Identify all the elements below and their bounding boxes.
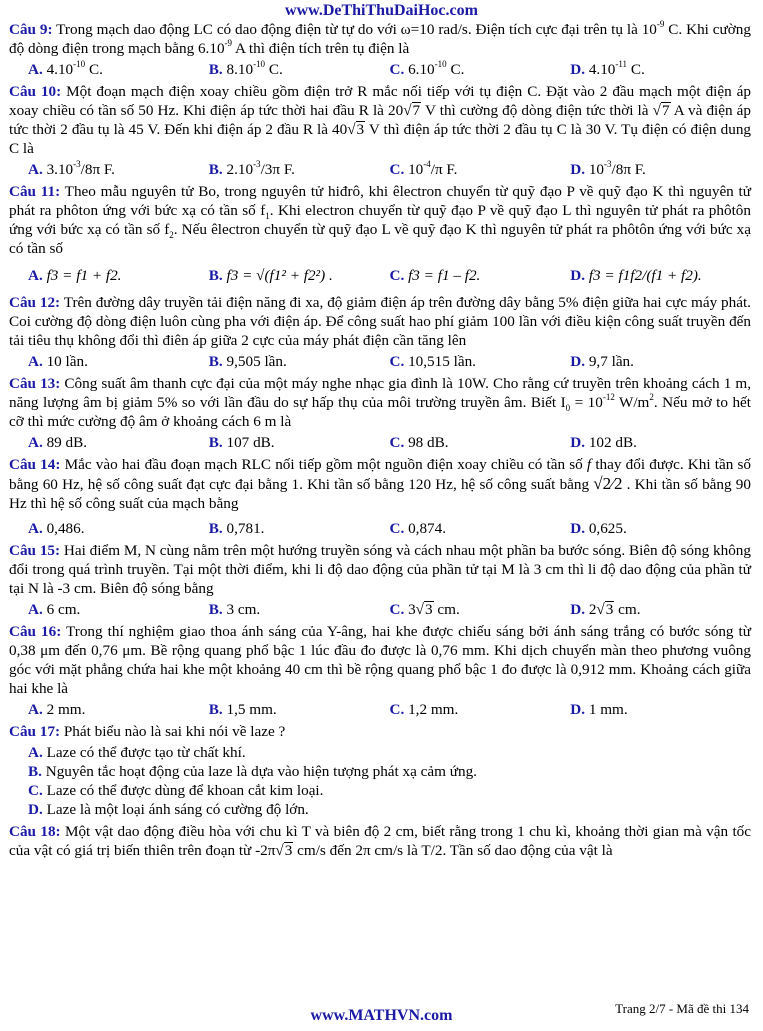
questions — [9, 20, 751, 862]
option-a[interactable]: A. 6 cm. — [28, 601, 81, 618]
option-d[interactable]: D. 9,7 lần. — [570, 353, 634, 370]
sqrt-symbol: √ — [403, 102, 412, 119]
question-number: Câu 14: — [9, 456, 61, 473]
sqrt-two-over-two: √2⁄2 — [593, 474, 623, 493]
option-a[interactable]: A. $3.10^{-3}/8\pi$ F. — [28, 159, 115, 178]
options-16 — [9, 700, 751, 719]
question-number: Câu 17: — [9, 723, 61, 740]
option-b[interactable]: B. 0,781. — [208, 520, 265, 537]
option-d[interactable]: D. $4.10^{-11}$ C. — [570, 59, 645, 78]
option-c[interactable]: C. 1,2 mm. — [389, 701, 459, 718]
sqrt-symbol: √ — [652, 102, 661, 119]
options-17 — [28, 743, 751, 819]
question-number: Câu 10: — [9, 83, 62, 100]
question-15: Câu 15: Hai điểm M, N cùng nằm trên một hướng truyền sóng và cách nhau một phần ba bước sóng. Biên độ sóng không đổi trong quá trình truyền. Tại một thời điểm, khi li độ dao động của phần tử tại M là 3 cm thì li độ dao động của phần tử tại N là -3 cm. Biên độ sóng bằng — [9, 542, 751, 597]
option-d[interactable]: D. Laze là một loại ánh sáng có cường độ lớn. — [28, 801, 309, 818]
option-d[interactable]: D. 1 mm. — [570, 701, 628, 718]
question-number: Câu 16: — [9, 623, 62, 640]
question-number: Câu 11: — [9, 183, 61, 200]
option-c[interactable]: C. $10^{-4}/\pi$ F. — [389, 159, 458, 178]
option-a[interactable]: A. Laze có thể được tạo từ chất khí. — [28, 744, 246, 761]
question-number: Câu 13: — [9, 375, 61, 392]
header-site: www.DeThiThuDaiHoc.com — [285, 2, 478, 19]
question-number: Câu 15: — [9, 542, 61, 559]
question-18: Câu 18: Một vật dao động điều hòa với chu kì T và biên độ 2 cm, biết rằng trong 1 chu kì, khoảng thời gian mà vận tốc của vật có giá trị biến thiên trên đoạn từ -2π√3 cm/s đến 2π cm/s là T/2. Tần số dao động của vật là — [9, 823, 751, 859]
option-a[interactable]: A. f3 = f1 + f2. — [28, 267, 122, 284]
footer-site: www.MATHVN.com — [310, 1007, 453, 1024]
question-13: Câu 13: Công suất âm thanh cực đại của một máy nghe nhạc gia đình là 10W. Cho rằng cứ truyền trên khoảng cách 1 m, năng lượng âm bị giảm 5% so với lần đầu do sự hấp thụ của môi trường truyền âm. Biết $I_0 = 10^{-12}$ $W/m^2$. Nếu mở to hết cỡ thì mức cường độ âm ở khoảng cách 6 m là — [9, 375, 751, 430]
option-c[interactable]: C. 98 dB. — [389, 434, 449, 451]
option-a[interactable]: A. 89 dB. — [28, 434, 88, 451]
option-b[interactable]: B. 9,505 lần. — [208, 353, 287, 370]
option-b[interactable]: B. $2.10^{-3}/3\pi$ F. — [208, 159, 295, 178]
question-10: Câu 10: Một đoạn mạch điện xoay chiều gồm điện trở R mắc nối tiếp với tụ điện C. Đặt vào 2 đầu mạch một điện áp xoay chiều có tần số 50 Hz. Khi điện áp tức thời hai đầu R là 20√7 V thì cường độ dòng điện tức thời là √7 A và điện áp tức thời 2 đầu tụ là 45 V. Đến khi điện áp 2 đầu R là 40√3 V thì điện áp tức thời 2 đầu tụ C là 30 V. Tụ điện có điện dung C là — [9, 83, 752, 157]
sqrt-symbol: √ — [347, 121, 356, 138]
question-number: Câu 9: — [9, 21, 53, 38]
option-a[interactable]: A. 10 lần. — [28, 353, 88, 370]
option-b[interactable]: B. 3 cm. — [208, 601, 261, 618]
option-b[interactable]: B. f3 = √(f1² + f2²) . — [208, 267, 333, 284]
options-14 — [9, 519, 751, 538]
page-number: Trang 2/7 - Mã đề thi 134 — [615, 1001, 749, 1016]
option-b[interactable]: B. 107 dB. — [208, 434, 275, 451]
question-number: Câu 12: — [9, 294, 61, 311]
option-a[interactable]: A. 2 mm. — [28, 701, 86, 718]
question-12: Câu 12: Trên đường dây truyền tải điện năng đi xa, độ giảm điện áp trên đường dây bằng 5% điện giữa hai cực máy phát. Coi cường độ dòng điện luôn cùng pha với điện áp. Để công suất hao phí giảm 100 lần với điều kiện công suất truyền đến tải tiêu thụ không đổi thì điên áp giữa 2 cực của máy phát điện cần tăng lên — [9, 294, 751, 349]
option-c[interactable]: C. $6.10^{-10}$ C. — [389, 59, 465, 78]
option-b[interactable]: B. $8.10^{-10}$ C. — [208, 59, 283, 78]
option-d[interactable]: D. 102 dB. — [570, 434, 637, 451]
options-15 — [9, 600, 751, 619]
question-11: Câu 11: Theo mẫu nguyên tử Bo, trong nguyên tử hiđrô, khi êlectron chuyển từ quỹ đạo P về quỹ đạo K thì nguyên tử phát ra phôton ứng với bức xạ có tần số $f_1$. Khi electron chuyển từ quỹ đạo P về quỹ đạo L thì nguyên tử phát ra phôtôn ứng với bức xạ có tần số $f_2$. Nếu êlectron chuyển từ quỹ đạo L về quỹ đạo K thì nguyên tử phát ra phôtôn ứng với bức xạ có tần số — [9, 183, 751, 257]
option-d[interactable]: D. 0,625. — [570, 520, 627, 537]
question-16: Câu 16: Trong thí nghiệm giao thoa ánh sáng của Y-âng, hai khe được chiếu sáng bởi ánh sáng trắng có bước sóng từ 0,38 μm đến 0,76 μm. Bề rộng quang phổ bậc 1 lúc đầu đo được là 0,76 mm. Khi dịch chuyển màn theo phương vuông góc với mặt phẳng chứa hai khe một khoảng 40 cm thì bề rộng quang phổ bậc 1 đo được là 0,912 mm. Khoảng cách giữa hai khe là — [9, 623, 751, 697]
question-17: Câu 17: Phát biểu nào là sai khi nói về laze ? — [9, 723, 286, 740]
option-d[interactable]: D. 2√3 cm. — [570, 601, 641, 618]
options-13 — [9, 433, 751, 452]
option-a[interactable]: A. $4.10^{-10}$ C. — [28, 59, 103, 78]
options-11 — [9, 266, 751, 285]
option-c[interactable]: C. 10,515 lần. — [389, 353, 476, 370]
option-c[interactable]: C. 0,874. — [389, 520, 447, 537]
options-10 — [9, 160, 751, 179]
question-number: Câu 18: — [9, 823, 61, 840]
option-d[interactable]: D. f3 = f1f2/(f1 + f2). — [570, 267, 702, 284]
options-9 — [9, 60, 751, 79]
options-12 — [9, 352, 751, 371]
question-14: Câu 14: Mắc vào hai đầu đoạn mạch RLC nối tiếp gồm một nguồn điện xoay chiều có tần số f thay đổi được. Khi tần số bằng 60 Hz, hệ số công suất đạt cực đại bằng 1. Khi tần số bằng 120 Hz, hệ số công suất bằng √2⁄2 . Khi tần số bằng 90 Hz thì hệ số công suất của mạch bằng — [9, 456, 751, 512]
option-b[interactable]: B. Nguyên tắc hoạt động của laze là dựa vào hiện tượng phát xạ cảm ứng. — [28, 763, 477, 780]
option-c[interactable]: C. f3 = f1 – f2. — [389, 267, 481, 284]
option-b[interactable]: B. 1,5 mm. — [208, 701, 277, 718]
option-a[interactable]: A. 0,486. — [28, 520, 85, 537]
option-d[interactable]: D. $10^{-3}/8\pi$ F. — [570, 159, 646, 178]
option-c[interactable]: C. 3√3 cm. — [389, 601, 460, 618]
question-9: Câu 9: Trong mạch dao động LC có dao động điện từ tự do với ω=10 rad/s. Điện tích cực đại trên tụ là $10^{-9}$ C. Khi cường độ dòng điện trong mạch bằng $6.10^{-9}$ A thì điện tích trên tụ điện là — [9, 19, 751, 57]
option-c[interactable]: C. Laze có thể được dùng để khoan cắt kim loại. — [28, 782, 324, 799]
